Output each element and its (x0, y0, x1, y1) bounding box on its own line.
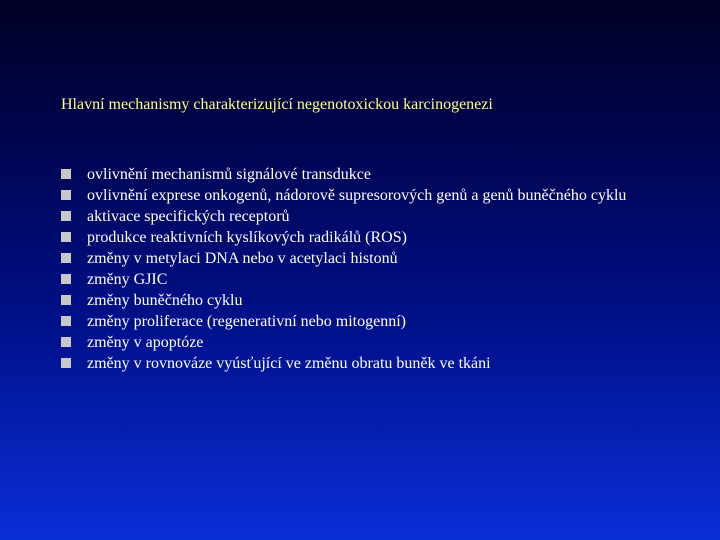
bullet-text: aktivace specifických receptorů (87, 208, 290, 225)
bullet-item (61, 185, 681, 206)
square-bullet-icon (61, 316, 71, 326)
square-bullet-icon (61, 169, 71, 179)
bullet-item (61, 311, 681, 332)
bullet-item (61, 164, 681, 185)
bullet-item (61, 206, 681, 227)
bullet-text: změny v metylaci DNA nebo v acetylaci histonů (87, 250, 398, 267)
bullet-item (61, 248, 681, 269)
bullet-list (61, 164, 681, 374)
bullet-text: změny proliferace (regenerativní nebo mitogenní) (87, 313, 406, 330)
square-bullet-icon (61, 295, 71, 305)
slide-title: Hlavní mechanismy charakterizující negenotoxickou karcinogenezi (61, 96, 493, 113)
bullet-item (61, 332, 681, 353)
square-bullet-icon (61, 274, 71, 284)
square-bullet-icon (61, 232, 71, 242)
bullet-text: změny v apoptóze (87, 334, 204, 351)
bullet-text: změny GJIC (87, 271, 168, 288)
bullet-text: ovlivnění exprese onkogenů, nádorově supresorových genů a genů buněčného cyklu (87, 187, 627, 204)
bullet-text: ovlivnění mechanismů signálové transdukce (87, 166, 371, 183)
bullet-item (61, 227, 681, 248)
square-bullet-icon (61, 190, 71, 200)
bullet-item (61, 269, 681, 290)
bullet-item (61, 353, 681, 374)
bullet-item (61, 290, 681, 311)
bullet-text: produkce reaktivních kyslíkových radikálů (ROS) (87, 229, 407, 246)
bullet-text: změny v rovnováze vyúsťující ve změnu obratu buněk ve tkáni (87, 355, 491, 372)
bullet-text: změny buněčného cyklu (87, 292, 243, 309)
square-bullet-icon (61, 337, 71, 347)
square-bullet-icon (61, 358, 71, 368)
square-bullet-icon (61, 211, 71, 221)
square-bullet-icon (61, 253, 71, 263)
